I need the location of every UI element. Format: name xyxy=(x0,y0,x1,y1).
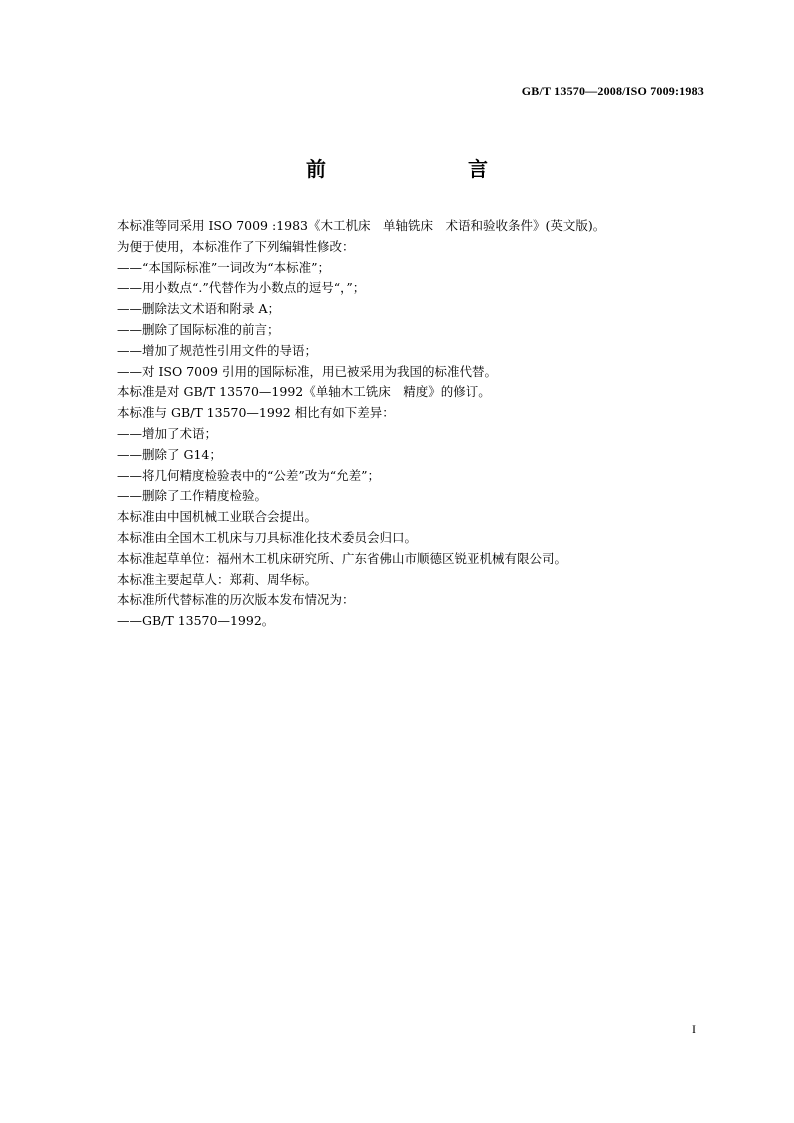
foreword-body xyxy=(117,216,717,632)
text-line: ——将几何精度检验表中的“公差”改为“允差”； xyxy=(117,467,381,483)
text-line: ——增加了规范性引用文件的导语； xyxy=(117,342,318,358)
text-line: ——删除了 G14； xyxy=(117,446,222,462)
text-line: 本标准与 GB/T 13570—1992 相比有如下差异： xyxy=(117,405,395,421)
page-title: 前 言 xyxy=(306,157,522,181)
text-line: ——删除了工作精度检验。 xyxy=(117,488,268,504)
text-line: 本标准由全国木工机床与刀具标准化技术委员会归口。 xyxy=(117,529,418,545)
text-line: 本标准起草单位：福州木工机床研究所、广东省佛山市顺德区锐亚机械有限公司。 xyxy=(117,550,568,566)
text-line: 本标准是对 GB/T 13570—1992《单轴木工铣床 精度》的修订。 xyxy=(117,384,491,400)
text-line: 本标准主要起草人：郑莉、周华标。 xyxy=(117,571,318,587)
standard-code-header: GB/T 13570—2008/ISO 7009:1983 xyxy=(521,84,704,98)
text-line: ——对 ISO 7009 引用的国际标准，用已被采用为我国的标准代替。 xyxy=(117,363,497,379)
text-line: ——增加了术语； xyxy=(117,425,218,441)
text-line: ——GB/T 13570—1992。 xyxy=(117,613,275,629)
text-line: 本标准所代替标准的历次版本发布情况为： xyxy=(117,592,355,608)
text-line: 本标准等同采用 ISO 7009 :1983《木工机床 单轴铣床 术语和验收条件》(英文版)。 xyxy=(117,218,606,233)
text-line: 本标准由中国机械工业联合会提出。 xyxy=(117,509,318,525)
text-line: ——“本国际标准”一词改为“本标准”； xyxy=(117,259,331,275)
text-line: ——删除法文术语和附录 A； xyxy=(117,301,281,317)
text-line: ——删除了国际标准的前言； xyxy=(117,321,280,337)
page-number: I xyxy=(692,1022,696,1036)
text-line: 为便于使用，本标准作了下列编辑性修改： xyxy=(117,238,355,254)
text-line: ——用小数点“.”代替作为小数点的逗号“，”； xyxy=(117,280,366,296)
